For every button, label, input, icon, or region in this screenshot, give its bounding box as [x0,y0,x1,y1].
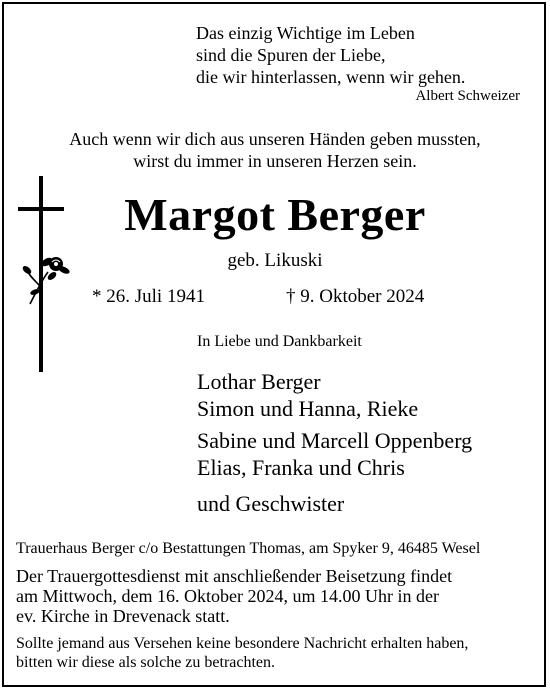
notice-text [16,634,468,672]
poem-line: sind die Spuren der Liebe, [196,45,386,65]
birth-date: * 26. Juli 1941 [92,286,205,307]
notice-line: bitten wir diese als solche zu betrachten. [16,654,276,671]
family-line: Lothar Berger [197,369,321,394]
notice-line: Sollte jemand aus Versehen keine besondere Nachricht erhalten haben, [16,635,469,652]
maiden-name: geb. Likuski [227,250,323,271]
family-line: Simon und Hanna, Rieke [197,396,419,421]
funeral-service-info [16,566,452,626]
intro-line: Auch wenn wir dich aus unseren Händen geben mussten, [69,129,481,149]
intro-text [0,128,550,172]
poem-line: Das einzig Wichtige im Leben [196,23,415,43]
intro-line: wirst du immer in unseren Herzen sein. [133,151,417,171]
family-group [197,368,418,422]
poem-author: Albert Schweizer [415,88,520,104]
service-line: Der Trauergottesdienst mit anschließender Beisetzung findet [16,566,453,586]
mourning-house-address: Trauerhaus Berger c/o Bestattungen Thomas, am Spyker 9, 46485 Wesel [16,540,481,557]
deceased-name: Margot Berger [124,189,426,240]
poem [196,22,465,88]
service-line: am Mittwoch, dem 16. Oktober 2024, um 14.00 Uhr in der [16,586,439,606]
family-group [197,427,472,481]
family-line: und Geschwister [197,491,345,516]
family-group [197,490,344,517]
thanks-line: In Liebe und Dankbarkeit [197,333,362,350]
poem-line: die wir hinterlassen, wenn wir gehen. [196,67,466,87]
family-line: Elias, Franka und Chris [197,455,405,480]
death-date: † 9. Oktober 2024 [286,286,425,307]
family-line: Sabine und Marcell Oppenberg [197,428,473,453]
service-line: ev. Kirche in Drevenack statt. [16,606,230,626]
